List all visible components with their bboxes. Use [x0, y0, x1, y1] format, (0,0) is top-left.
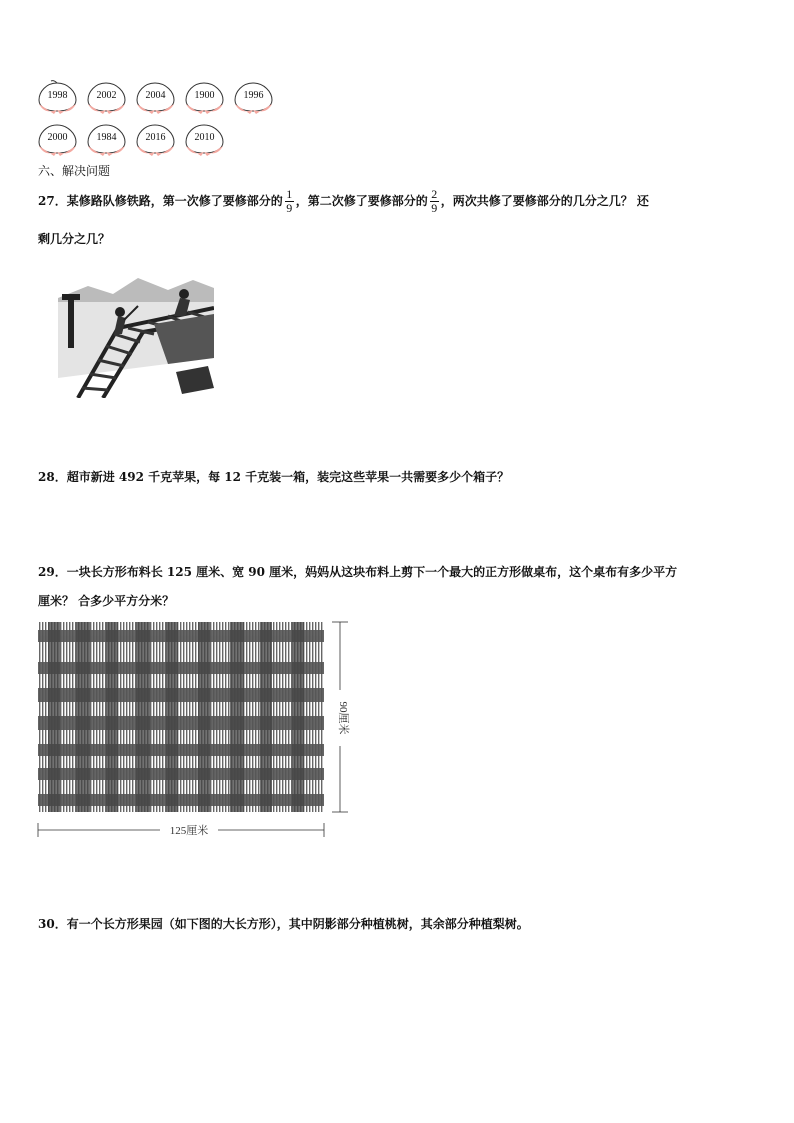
question-text: ，第二次修了要修部分的	[295, 194, 428, 208]
fraction-denominator: 9	[431, 201, 438, 215]
peach-row-1	[36, 80, 275, 114]
plaid-fabric-figure	[36, 618, 356, 848]
question-text: 某修路队修铁路，第一次修了要修部分的	[66, 194, 283, 208]
height-label: 90厘米	[337, 701, 349, 735]
question-29: 29．一块长方形布料长 125 厘米、宽 90 厘米，妈妈从这块布料上剪下一个最大的正方形做桌布，这个桌布有多少平方	[38, 565, 678, 579]
question-29-line2: 厘米？ 合多少平方分米？	[38, 594, 175, 608]
peach-row-2	[36, 122, 226, 156]
peach-item	[232, 80, 275, 114]
peach-item	[36, 122, 79, 156]
fraction-denominator: 9	[286, 201, 293, 215]
question-30: 30．有一个长方形果园（如下图的大长方形），其中阴影部分种植桃树，其余部分种植梨树。	[38, 917, 529, 931]
fraction-1-9	[285, 188, 294, 215]
peach-item	[85, 80, 128, 114]
peach-item	[183, 122, 226, 156]
question-28: 28．超市新进 492 千克苹果，每 12 千克装一箱，装完这些苹果一共需要多少个箱子？	[38, 470, 510, 484]
question-text: ，两次共修了要修部分的几分之几？ 还	[440, 194, 649, 208]
question-27	[38, 188, 758, 215]
question-27-line2: 剩几分之几？	[38, 232, 111, 246]
railway-illustration	[58, 268, 214, 402]
peach-year: 1984	[96, 132, 117, 143]
peach-item	[183, 80, 226, 114]
peach-year: 2010	[194, 132, 215, 143]
peach-item	[36, 80, 79, 114]
fabric-diagram	[36, 618, 356, 844]
fraction-numerator: 2	[431, 187, 438, 201]
peach-year: 2016	[145, 132, 166, 143]
peach-year: 1900	[194, 90, 215, 101]
peach-year: 1996	[243, 90, 264, 101]
question-number: 27．	[38, 194, 67, 208]
peach-year: 2002	[96, 90, 117, 101]
fraction-2-9	[430, 188, 439, 215]
peach-year: 2004	[145, 90, 166, 101]
peach-item	[134, 122, 177, 156]
peach-year: 1998	[47, 90, 68, 101]
fraction-numerator: 1	[286, 187, 293, 201]
peach-year: 2000	[47, 132, 68, 143]
width-label: 125厘米	[169, 825, 209, 837]
section-title: 六、解决问题	[38, 164, 111, 178]
peach-item	[85, 122, 128, 156]
railway-workers-image	[58, 268, 214, 398]
peach-item	[134, 80, 177, 114]
